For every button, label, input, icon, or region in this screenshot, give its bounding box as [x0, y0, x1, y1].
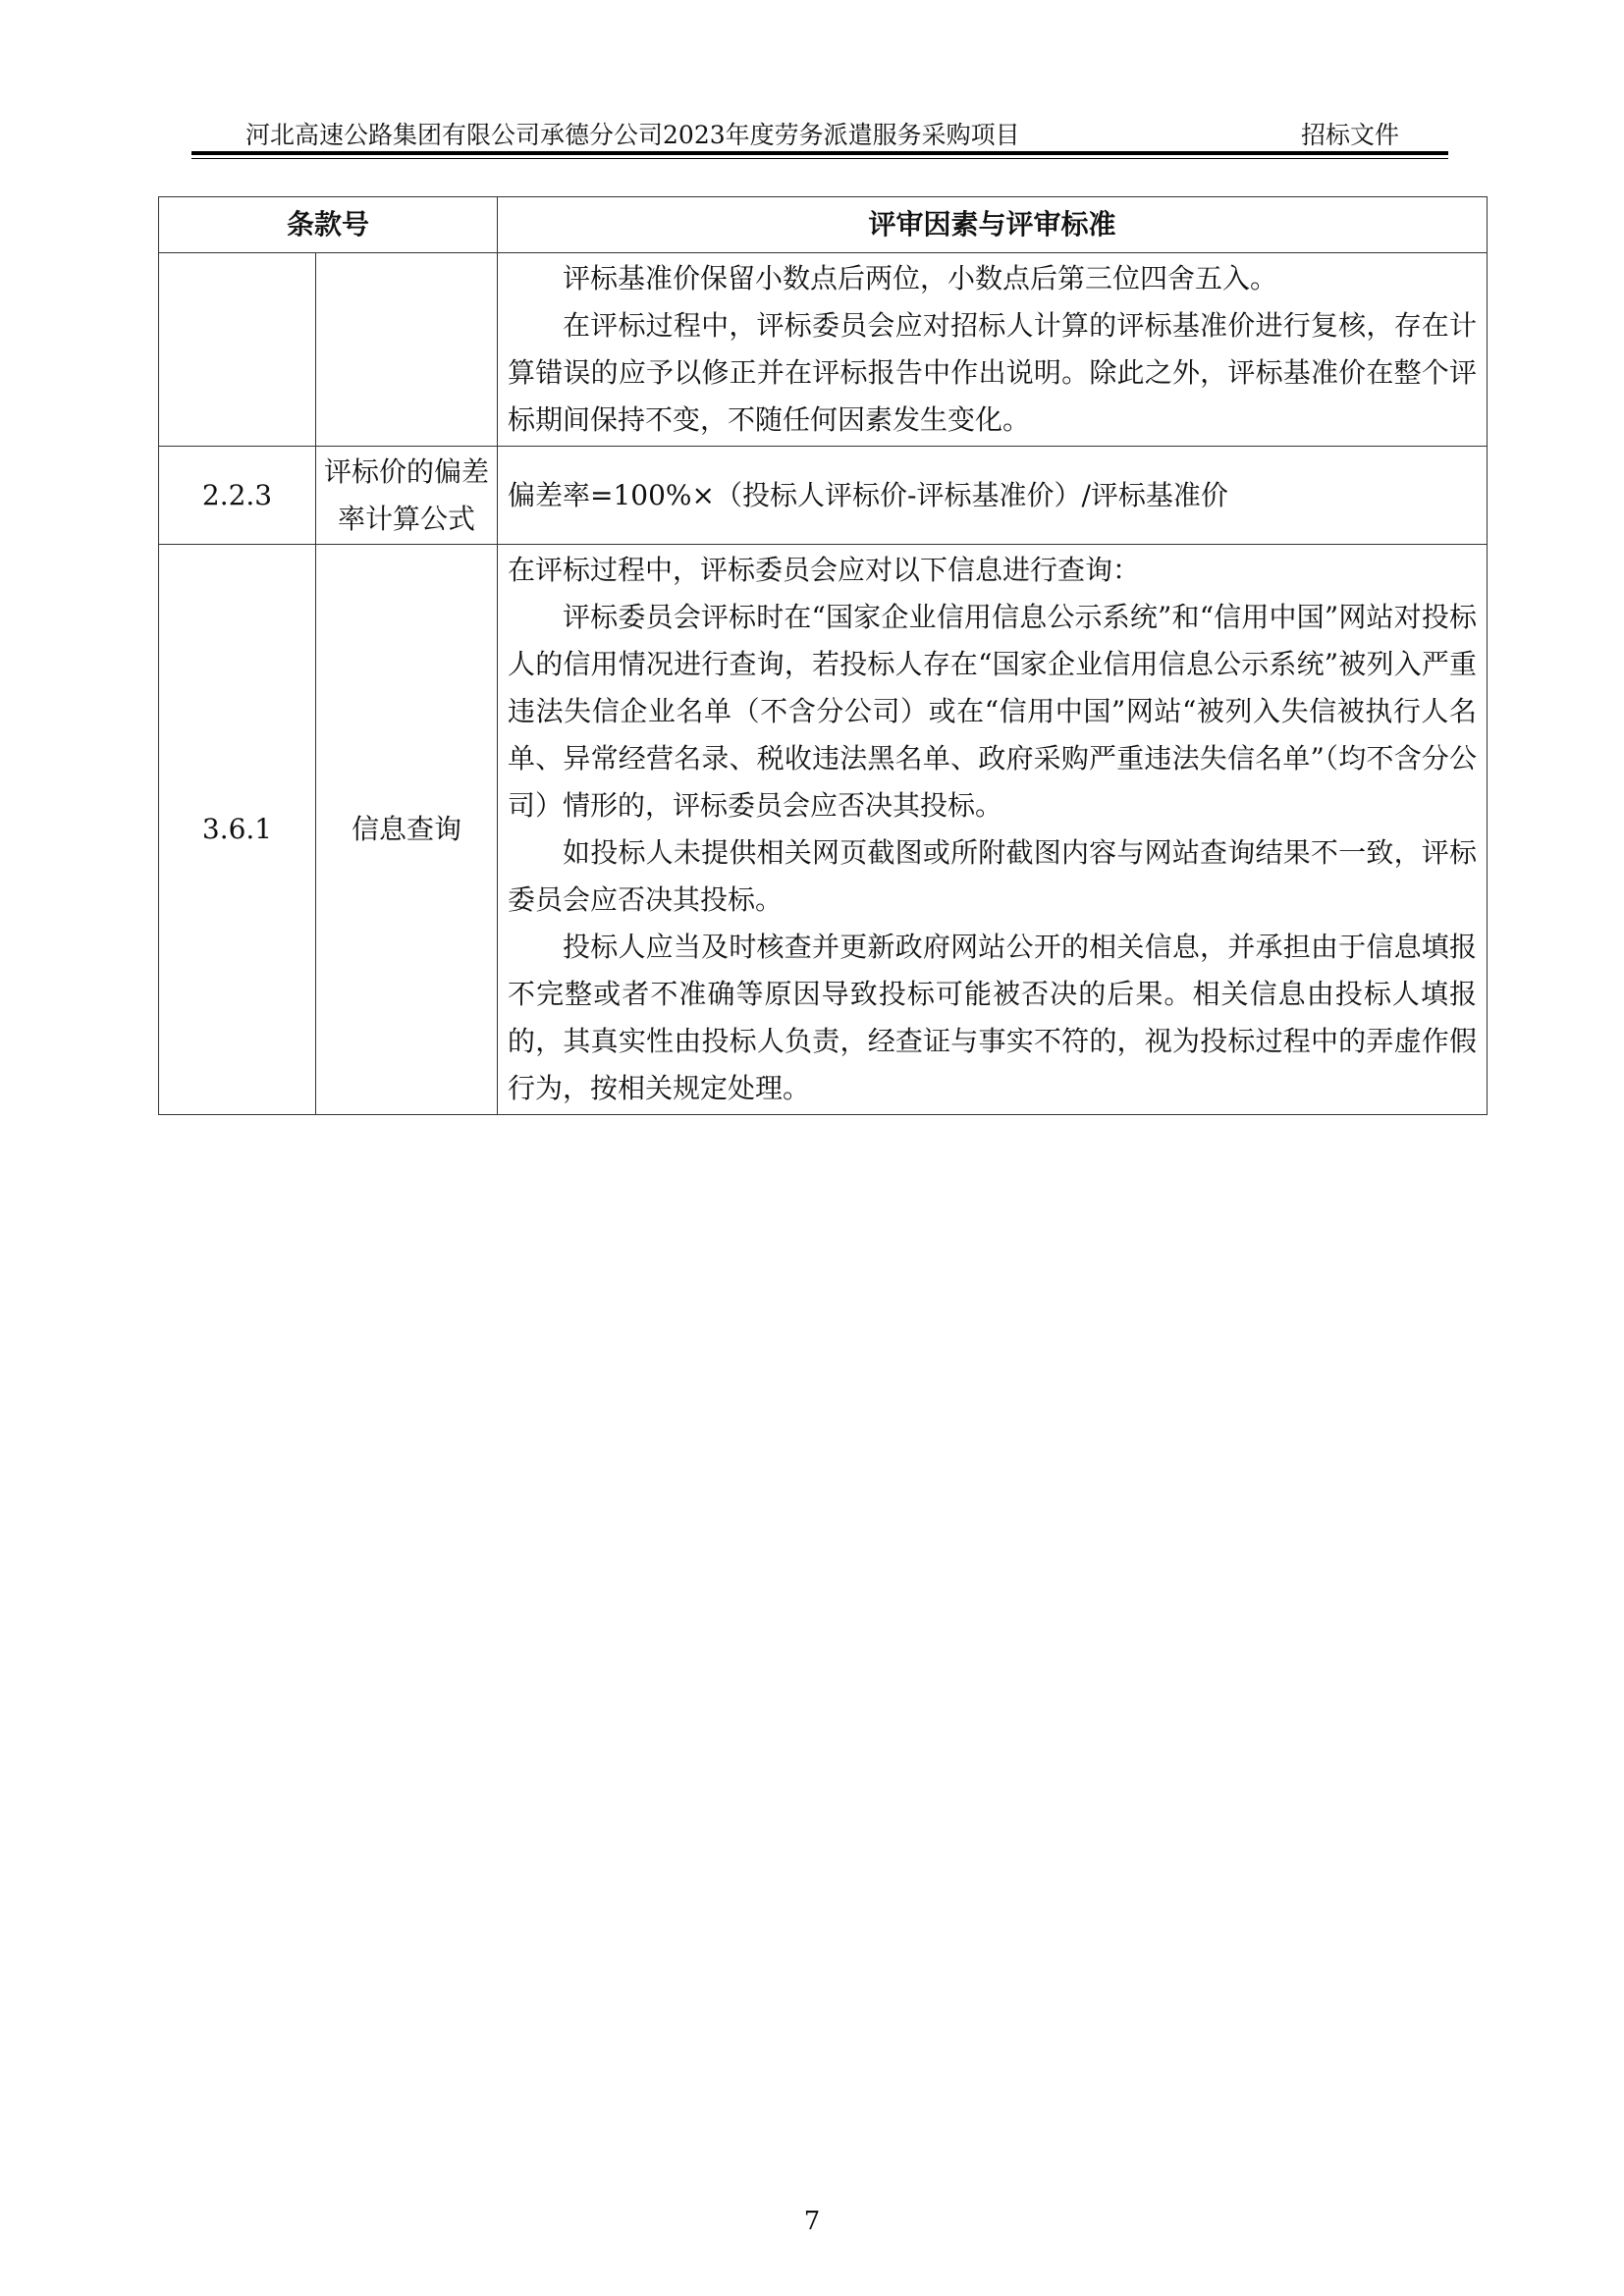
criteria-paragraph: 偏差率=100%×（投标人评标价-评标基准价）/评标基准价	[508, 478, 1228, 511]
header-doc-type: 招标文件	[1300, 121, 1399, 149]
review-item	[316, 253, 498, 447]
page-number: 7	[803, 2207, 821, 2236]
criteria-content	[498, 253, 1488, 447]
review-item: 信息查询	[316, 545, 498, 1115]
criteria-content	[498, 447, 1488, 545]
criteria-paragraph: 评标基准价保留小数点后两位，小数点后第三位四舍五入。	[563, 262, 1278, 294]
header-clause-number: 条款号	[159, 197, 498, 253]
header-rule-thin	[191, 158, 1448, 159]
evaluation-table	[158, 196, 1488, 1115]
clause-number	[159, 253, 316, 447]
table-row	[159, 447, 1488, 545]
criteria-content	[498, 545, 1488, 1115]
table-header-row	[159, 197, 1488, 253]
page-header	[191, 110, 1448, 155]
header-criteria: 评审因素与评审标准	[498, 197, 1488, 253]
criteria-paragraph: 在评标过程中，评标委员会应对招标人计算的评标基准价进行复核，存在计算错误的应予以修正并在评标报告中作出说明。除此之外，评标基准价在整个评标期间保持不变，不随任何因素发生变化。	[508, 309, 1478, 436]
criteria-paragraph: 如投标人未提供相关网页截图或所附截图内容与网站查询结果不一致，评标委员会应否决其投标。	[508, 836, 1478, 916]
table-row	[159, 253, 1488, 447]
criteria-paragraph: 在评标过程中，评标委员会应对以下信息进行查询：	[508, 554, 1141, 586]
criteria-paragraph: 评标委员会评标时在“国家企业信用信息公示系统”和“信用中国”网站对投标人的信用情况进行查询，若投标人存在“国家企业信用信息公示系统”被列入严重违法失信企业名单（不含分公司）或在“信用中国”网站“被列入失信被执行人名单、异常经营名录、税收违法黑名单、政府采购严重违法失信名单”（均不含分公司）情形的，评标委员会应否决其投标。	[508, 601, 1478, 822]
header-title: 河北高速公路集团有限公司承德分公司2023年度劳务派遣服务采购项目	[245, 121, 1020, 149]
clause-number: 2.2.3	[159, 447, 316, 545]
table-row	[159, 545, 1488, 1115]
criteria-paragraph: 投标人应当及时核查并更新政府网站公开的相关信息，并承担由于信息填报不完整或者不准确等原因导致投标可能被否决的后果。相关信息由投标人填报的，其真实性由投标人负责，经查证与事实不符的，视为投标过程中的弄虚作假行为，按相关规定处理。	[508, 931, 1478, 1104]
header-rule	[191, 151, 1448, 155]
review-item: 评标价的偏差率计算公式	[316, 447, 498, 545]
clause-number: 3.6.1	[159, 545, 316, 1115]
